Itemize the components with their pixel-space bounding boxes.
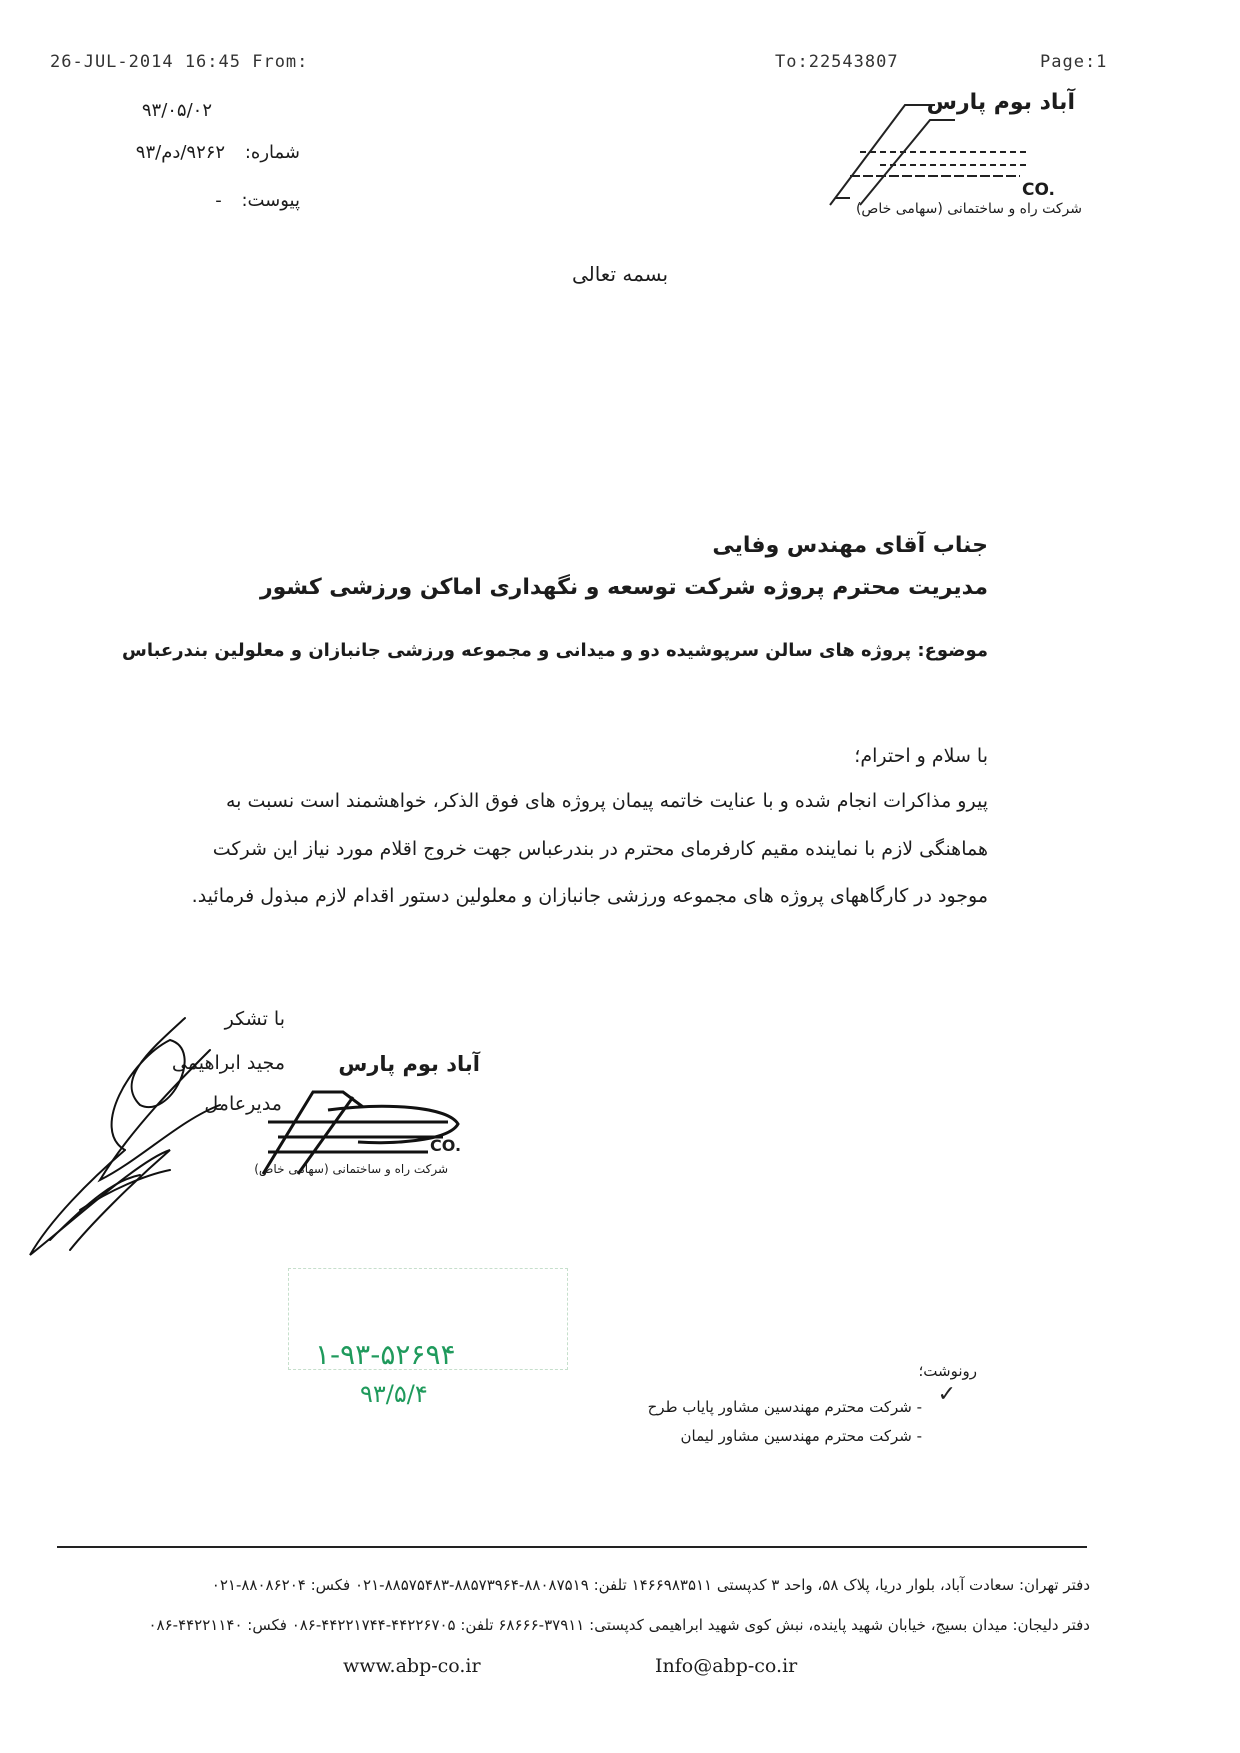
letter-body-line: موجود در کارگاههای پروژه های مجموعه ورزشی جانبازان و معلولین دستور اقدام لازم مبذول فرمائید. xyxy=(191,885,988,907)
received-stamp-number: ۱-۹۳-۵۲۶۹۴ xyxy=(315,1338,456,1371)
letter-body-line: هماهنگی لازم با نماینده مقیم کارفرمای محترم در بندرعباس جهت خروج اقلام مورد نیاز این شرکت xyxy=(212,838,988,860)
company-stamp-subtitle: شرکت راه و ساختمانی (سهامی خاص) xyxy=(254,1162,448,1176)
cc-label: رونوشت؛ xyxy=(918,1362,977,1380)
fax-header-left: 26-JUL-2014 16:45 From: xyxy=(50,52,309,72)
company-logo-header xyxy=(820,90,1080,220)
fax-header-recipient: To:22543807 xyxy=(775,52,899,72)
letter-attachment xyxy=(215,190,300,211)
handwritten-signature xyxy=(20,1010,260,1270)
company-logo-name: آباد بوم پارس xyxy=(926,90,1075,115)
company-logo-subtitle: شرکت راه و ساختمانی (سهامی خاص) xyxy=(855,201,1082,217)
company-logo-co: CO. xyxy=(1022,180,1056,200)
letter-subject: موضوع: پروژه های سالن سرپوشیده دو و میدانی و مجموعه ورزشی جانبازان و معلولین بندرعباس xyxy=(121,640,988,661)
footer-tehran-address: دفتر تهران: سعادت آباد، بلوار دریا، پلاک ۵۸، واحد ۳ کدپستی ۱۴۶۶۹۸۳۵۱۱ تلفن: ۸۸۰۸۷۵۱۹-۸۸۵۷۳۹۶۴-۸۸۵۷۵۴۸۳-۰۲۱ فکس: ۸۸۰۸۶۲۰۴-۰۲۱ xyxy=(211,1576,1090,1594)
company-stamp-name: آباد بوم پارس xyxy=(338,1052,480,1076)
signature-title: مدیرعامل xyxy=(204,1093,282,1115)
letter-body-line: پیرو مذاکرات انجام شده و با عنایت خاتمه پیمان پروژه های فوق الذکر، خواهشمند است نسبت به xyxy=(225,790,988,812)
letter-greeting: با سلام و احترام؛ xyxy=(854,745,988,767)
received-stamp-date: ۹۳/۵/۴ xyxy=(360,1380,428,1408)
signature-name: مجید ابراهیمی xyxy=(171,1052,285,1074)
basmala-heading: بسمه تعالی xyxy=(571,262,669,286)
letter-attachment-value: - xyxy=(215,190,222,211)
recipient-name: جناب آقای مهندس وفایی xyxy=(712,533,988,558)
check-mark-icon: ✓ xyxy=(937,1382,956,1407)
signature-thanks: با تشکر xyxy=(224,1008,285,1030)
footer-website-link[interactable]: www.abp-co.ir xyxy=(343,1655,481,1677)
recipient-organization: مدیریت محترم پروژه شرکت توسعه و نگهداری اماکن ورزشی کشور xyxy=(259,575,988,600)
fax-header-page: Page:1 xyxy=(1040,52,1108,72)
letter-number xyxy=(136,142,300,163)
letter-attachment-label: پیوست: xyxy=(241,190,300,211)
cc-item: - شرکت محترم مهندسین مشاور پایاب طرح xyxy=(647,1398,922,1416)
letter-number-value: ۹۲۶۲/دم/۹۳ xyxy=(135,142,226,163)
cc-item: - شرکت محترم مهندسین مشاور لیمان xyxy=(680,1427,922,1445)
footer-delijan-address: دفتر دلیجان: میدان بسیج، خیابان شهید پاینده، نبش کوی شهید ابراهیمی کدپستی: ۳۷۹۱۱-۶۸۶۶۶ تلفن: ۴۴۲۲۶۷۰۵-۴۴۲۲۱۷۴۴-۰۸۶ فکس: ۴۴۲۲۱۱۴۰-۰۸۶ xyxy=(148,1616,1090,1634)
company-stamp xyxy=(254,1052,488,1182)
footer-email-link[interactable]: Info@abp-co.ir xyxy=(655,1655,798,1677)
company-stamp-co: CO. xyxy=(430,1136,462,1155)
footer-divider xyxy=(57,1546,1087,1548)
letter-number-label: شماره: xyxy=(244,142,300,163)
letter-date: ۹۳/۰۵/۰۲ xyxy=(141,100,212,121)
